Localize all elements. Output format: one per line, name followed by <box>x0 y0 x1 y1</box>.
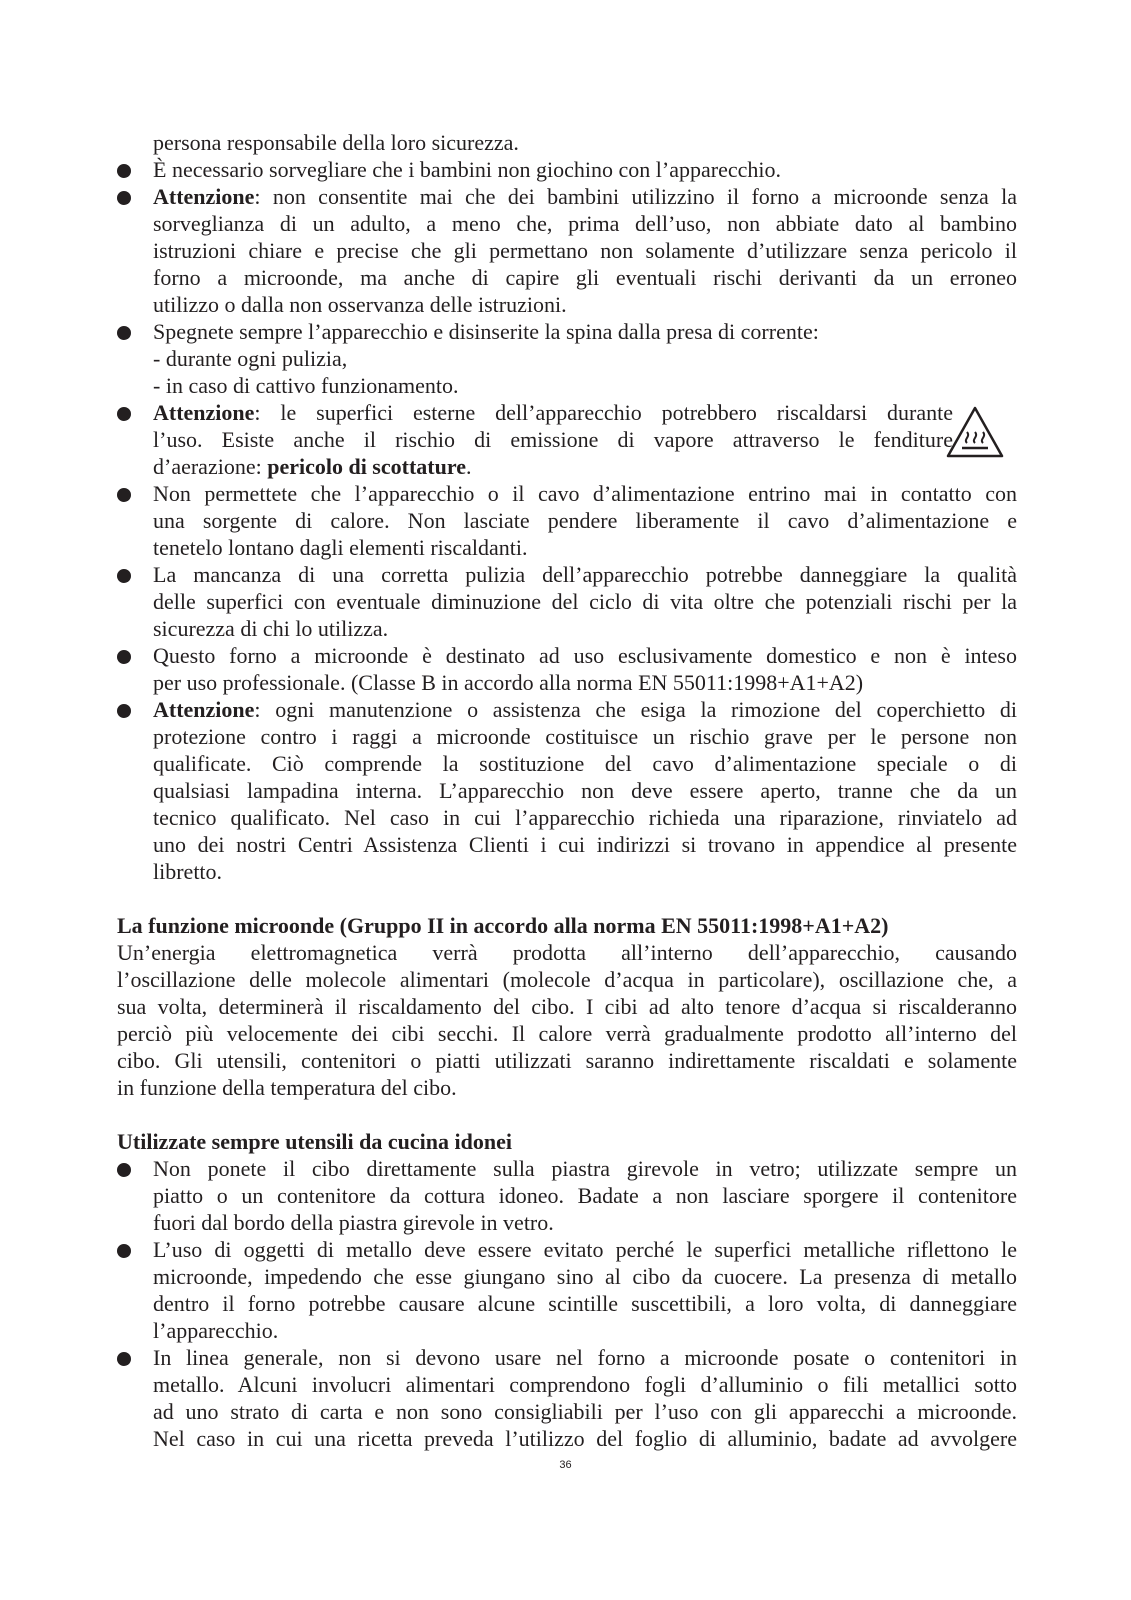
list-item <box>117 318 1017 399</box>
paragraph <box>117 939 1017 1101</box>
bullet-icon <box>117 569 131 583</box>
bullet-text: sicurezza di chi lo utilizza. <box>153 616 389 641</box>
bullet-text: Non ponete il cibo direttamente sulla piastra girevole in vetro; utilizzate sempre un <box>153 1156 1017 1181</box>
section-heading: La funzione microonde (Gruppo II in accordo alla norma EN 55011:1998+A1+A2) <box>117 913 889 938</box>
paragraph-line: sua volta, determinerà il riscaldamento del cibo. I cibi ad alto tenore d’acqua si riscalderanno <box>117 994 1017 1019</box>
bullet-text: l’uso. Esiste anche il rischio di emissione di vapore attraverso le fenditure <box>153 427 953 452</box>
document-page <box>117 129 1017 1452</box>
paragraph-line: cibo. Gli utensili, contenitori o piatti utilizzati saranno indirettamente riscaldati e solamente <box>117 1048 1017 1073</box>
bullet-icon <box>117 164 131 178</box>
bullet-text: In linea generale, non si devono usare nel forno a microonde posate o contenitori in <box>153 1345 1017 1370</box>
list-item <box>117 642 1017 696</box>
bullet-text: tecnico qualificato. Nel caso in cui l’apparecchio richieda una riparazione, rinviatelo ad <box>153 805 1017 830</box>
bullet-text: dentro il forno potrebbe causare alcune scintille suscettibili, a loro volta, di danneggiare <box>153 1291 1017 1316</box>
list-item <box>117 129 1017 156</box>
bullet-text: metallo. Alcuni involucri alimentari comprendono fogli d’alluminio o fili metallici sotto <box>153 1372 1017 1397</box>
bullet-text: forno a microonde, ma anche di capire gli eventuali rischi derivanti da un erroneo <box>153 265 1017 290</box>
bullet-text: fuori dal bordo della piastra girevole in vetro. <box>153 1210 554 1235</box>
list-item <box>117 561 1017 642</box>
list-item <box>117 399 1017 480</box>
bullet-text: delle superfici con eventuale diminuzione del ciclo di vita oltre che potenziali rischi per la <box>153 589 1017 614</box>
bullet-text: Spegnete sempre l’apparecchio e disinserite la spina dalla presa di corrente: <box>153 319 819 344</box>
bullet-text: La mancanza di una corretta pulizia dell’apparecchio potrebbe danneggiare la qualità <box>153 562 1017 587</box>
bullet-text: libretto. <box>153 859 223 884</box>
bullet-text: Non permettete che l’apparecchio o il cavo d’alimentazione entrino mai in contatto con <box>153 481 1017 506</box>
bullet-text: uno dei nostri Centri Assistenza Clienti i cui indirizzi si trovano in appendice al presente <box>153 832 1017 857</box>
bullet-icon <box>117 1244 131 1258</box>
attention-label: Attenzione <box>153 400 255 425</box>
list-item <box>117 1155 1017 1236</box>
paragraph-line: Un’energia elettromagnetica verrà prodotta all’interno dell’apparecchio, causando <box>117 940 1017 965</box>
bullet-text: ad uno strato di carta e non sono consigliabili per l’uso con gli apparecchi a microonde. <box>153 1399 1017 1424</box>
bullet-text: : le superfici esterne dell’apparecchio potrebbero riscaldarsi durante <box>254 400 953 425</box>
attention-label: Attenzione <box>153 184 255 209</box>
section-heading: Utilizzate sempre utensili da cucina idonei <box>117 1129 512 1154</box>
dash-item: - in caso di cattivo funzionamento. <box>153 373 459 398</box>
bullet-text: È necessario sorvegliare che i bambini non giochino con l’apparecchio. <box>153 157 781 182</box>
burn-danger-text: pericolo di scottature <box>267 454 466 479</box>
bullet-text: una sorgente di calore. Non lasciate pendere liberamente il cavo d’alimentazione e <box>153 508 1017 533</box>
bullet-icon <box>117 650 131 664</box>
bullet-icon <box>117 191 131 205</box>
bullet-text: qualsiasi lampadina interna. L’apparecchio non deve essere aperto, tranne che da un <box>153 778 1017 803</box>
bullet-text: : ogni manutenzione o assistenza che esiga la rimozione del coperchietto di <box>254 697 1017 722</box>
bullet-text: L’uso di oggetti di metallo deve essere evitato perché le superfici metalliche riflettono le <box>153 1237 1017 1262</box>
bullet-text: d’aerazione: <box>153 454 268 479</box>
list-item <box>117 183 1017 318</box>
bullet-icon <box>117 1163 131 1177</box>
bullet-text: Nel caso in cui una ricetta preveda l’utilizzo del foglio di alluminio, badate ad avvolgere <box>153 1426 1017 1451</box>
bullet-text: microonde, impedendo che esse giungano sino al cibo da cuocere. La presenza di metallo <box>153 1264 1017 1289</box>
bullet-text: protezione contro i raggi a microonde costituisce un rischio grave per le persone non <box>153 724 1017 749</box>
bullet-icon <box>117 704 131 718</box>
paragraph-line: perciò più velocemente dei cibi secchi. Il calore verrà gradualmente prodotto all’interno del <box>117 1021 1017 1046</box>
bullet-text: qualificate. Ciò comprende la sostituzione del cavo d’alimentazione speciale o di <box>153 751 1017 776</box>
bullet-text: l’apparecchio. <box>153 1318 279 1343</box>
dash-item: - durante ogni pulizia, <box>153 346 348 371</box>
bullet-text: utilizzo o dalla non osservanza delle istruzioni. <box>153 292 567 317</box>
period: . <box>465 454 472 479</box>
paragraph-line: l’oscillazione delle molecole alimentari (molecole d’acqua in particolare), oscillazione che, a <box>117 967 1017 992</box>
bullet-text: sorveglianza di un adulto, a meno che, prima dell’uso, non abbiate dato al bambino <box>153 211 1017 236</box>
list-item <box>117 696 1017 885</box>
bullet-icon <box>117 407 131 421</box>
bullet-text: piatto o un contenitore da cottura idoneo. Badate a non lasciare sporgere il contenitore <box>153 1183 1017 1208</box>
list-item <box>117 480 1017 561</box>
list-item <box>117 156 1017 183</box>
bullet-icon <box>117 488 131 502</box>
hot-surface-warning-icon <box>945 405 1005 459</box>
attention-label: Attenzione <box>153 697 255 722</box>
intro-line: persona responsabile della loro sicurezza. <box>153 130 519 155</box>
bullet-text: : non consentite mai che dei bambini utilizzino il forno a microonde senza la <box>254 184 1017 209</box>
bullet-text: Questo forno a microonde è destinato ad uso esclusivamente domestico e non è inteso <box>153 643 1017 668</box>
list-item <box>117 1344 1017 1452</box>
bullet-icon <box>117 326 131 340</box>
paragraph-line: in funzione della temperatura del cibo. <box>117 1075 457 1100</box>
bullet-text: tenetelo lontano dagli elementi riscaldanti. <box>153 535 528 560</box>
page-number: 36 <box>559 1459 572 1471</box>
bullet-text: istruzioni chiare e precise che gli permettano non solamente d’utilizzare senza pericolo il <box>153 238 1017 263</box>
list-item <box>117 1236 1017 1344</box>
bullet-icon <box>117 1352 131 1366</box>
bullet-text: per uso professionale. (Classe B in accordo alla norma EN 55011:1998+A1+A2) <box>153 670 864 695</box>
